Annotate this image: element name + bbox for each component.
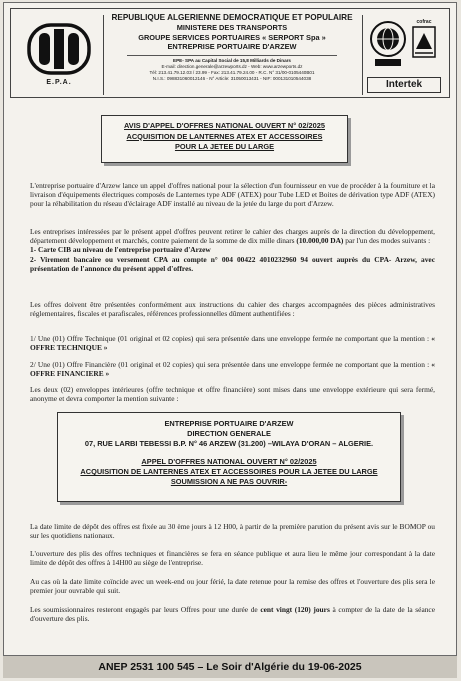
paragraph-validity	[30, 605, 435, 623]
paragraph-financial-offer	[30, 360, 435, 378]
paragraph-intro: L'entreprise portuaire d'Arzew lance un appel d'offres national pour la sélection d'un fournisseur en vue de procéder à la fourniture et la livraison d'équipements électriques composés de Lanternes type ADF (ATEX) pour Tube LED et Boites de dérivation type ADF (ATEX) pour la réhabilitation du réseau d'éclairage ADF installé au niveau de la jetée du large du port d'Arzew.	[30, 181, 435, 209]
technical-offer-mention: « OFFRE TECHNIQUE »	[30, 334, 435, 353]
validity-start: à compter de la date de la séance d'ouverture des plis.	[30, 605, 435, 624]
address-entreprise: ENTREPRISE PORTUAIRE D'ARZEW	[164, 419, 294, 428]
epa-label: E.P.A.	[46, 79, 72, 86]
retrieval-modes: par l'un des modes suivants :	[345, 236, 431, 246]
payment-mode-1: 1- Carte CIB au niveau de l'entreprise portuaire d'Arzew	[30, 245, 211, 255]
financial-offer-text: 2/ Une (01) Offre Financière (01 original et 02 copies) qui sera présentée dans une enveloppe fermée ne comportant que la mention :	[30, 360, 430, 369]
paragraph-envelopes: Les deux (02) enveloppes intérieures (offre technique et offre financière) sont mises dans une enveloppe extérieure qui sera fermé, anonyme et devra comporter la mention suivante :	[30, 385, 435, 404]
cofrac-label: cofrac	[416, 19, 432, 25]
title-line-1: AVIS D'APPEL D'OFFRES NATIONAL OUVERT N° 02/2025	[124, 121, 325, 130]
notice-title-box	[101, 115, 348, 163]
paragraph-instructions: Les offres doivent être présentées conformément aux instructions du cahier des charges accompagnées des pièces administratives réglementaires, fiscales et parafiscales, références professionnelles dûment authentifiées :	[30, 300, 435, 319]
phone-line: Tél: 213.41.79.12.03 / 23.99 - Fax: 213.41.79.24.00 - R.C. N° 31/00-0105440B01	[149, 69, 315, 75]
paragraph-retrieval	[30, 227, 435, 273]
retrieval-text: Les entreprises intéressées par le présent appel d'offres peuvent retirer le cahier des charges auprès de la direction du développement, département développement et marchés, contre paiement de la somme de dix mille dinars	[30, 227, 435, 246]
title-line-3: POUR LA JETEE DU LARGE	[174, 142, 275, 151]
entreprise-line: ENTREPRISE PORTUAIRE D'ARZEW	[167, 42, 297, 51]
title-line-2: ACQUISITION DE LANTERNES ATEX ET ACCESSOIRES	[126, 131, 323, 141]
paragraph-opening: L'ouverture des plis des offres techniques et financières se fera en séance publique et aura lieu le même jour correspondant à la date limite de dépôt des offres à 14H00 au siège de l'entreprise.	[30, 549, 435, 568]
epa-emblem-icon	[25, 19, 93, 77]
intertek-logo: Intertek	[367, 77, 441, 93]
ministry-line: MINISTERE DES TRANSPORTS	[176, 23, 288, 32]
address-spacer	[58, 449, 400, 457]
payment-mode-2: 2- Virement bancaire ou versement CPA au compte n° 004 00422 4010232960 94 ouvert auprès du CPA- Arzew, avec présentation de l'annonce du présent appel d'offres.	[30, 254, 435, 273]
paragraph-holiday: Au cas où la date limite coïncide avec un week-end ou jour férié, la date retenue pour la remise des offres et l'ouverture des plis sera le premier jour ouvrable qui suit.	[30, 577, 435, 596]
retrieval-amount: (10.000,00 DA)	[296, 236, 344, 246]
capital-line: EPE- SPA au Capital Social de 15,8 Milliards de Dinars	[173, 57, 291, 63]
paragraph-deadline: La date limite de dépôt des offres est fixée au 30 ème jours à 12 H00, à partir de la première parution du présent avis sur le BOMOP ou sur les quotidiens nationaux.	[30, 522, 435, 541]
address-tender-ref: APPEL D'OFFRES NATIONAL OUVERT N° 02/2025	[141, 457, 317, 466]
newspaper-notice	[3, 2, 457, 656]
publication-footer: ANEP 2531 100 545 – Le Soir d'Algérie du 19-06-2025	[3, 656, 457, 678]
submission-address-box	[57, 412, 401, 502]
letterhead-text	[107, 13, 357, 82]
validity-duration: cent vingt (120) jours	[260, 605, 330, 614]
address-direction: DIRECTION GENERALE	[187, 429, 271, 438]
paragraph-technical-offer	[30, 334, 435, 352]
email-line: E-mail: direction.generale@arzewports.dz - Web: www.arzewports.dz	[161, 63, 303, 69]
certification-logos	[362, 15, 445, 95]
epa-logo	[15, 15, 104, 95]
letterhead	[10, 8, 450, 98]
address-street: 07, RUE LARBI TEBESSI B.P. N° 46 ARZEW (31.200) –WILAYA D'ORAN – ALGERIE.	[84, 439, 374, 448]
address-tender-subject: ACQUISITION DE LANTERNES ATEX ET ACCESSOIRES POUR LA JETEE DU LARGE	[80, 467, 378, 476]
address-do-not-open: SOUMISSION A NE PAS OUVRIR-	[170, 477, 288, 486]
validity-text: Les soumissionnaires resteront engagés par leurs Offres pour une durée de	[30, 605, 258, 614]
header-divider	[127, 55, 337, 56]
cofrac-logo	[409, 19, 439, 61]
republic-line: REPUBLIQUE ALGERIENNE DEMOCRATIQUE ET POPULAIRE	[111, 13, 353, 22]
iso-globe-icon	[369, 19, 407, 69]
nis-line: N.I.S.: 098831060012146 - N° Article: 31050013431 - NIF: 000131010544038	[152, 75, 312, 81]
cofrac-mark-icon	[411, 25, 437, 59]
technical-offer-text: 1/ Une (01) Offre Technique (01 original et 02 copies) qui sera présentée dans une enveloppe fermée ne comportant que la mention :	[30, 334, 430, 343]
group-line: GROUPE SERVICES PORTUAIRES « SERPORT Spa »	[138, 32, 326, 42]
financial-offer-mention: « OFFRE FINANCIERE »	[30, 360, 435, 379]
